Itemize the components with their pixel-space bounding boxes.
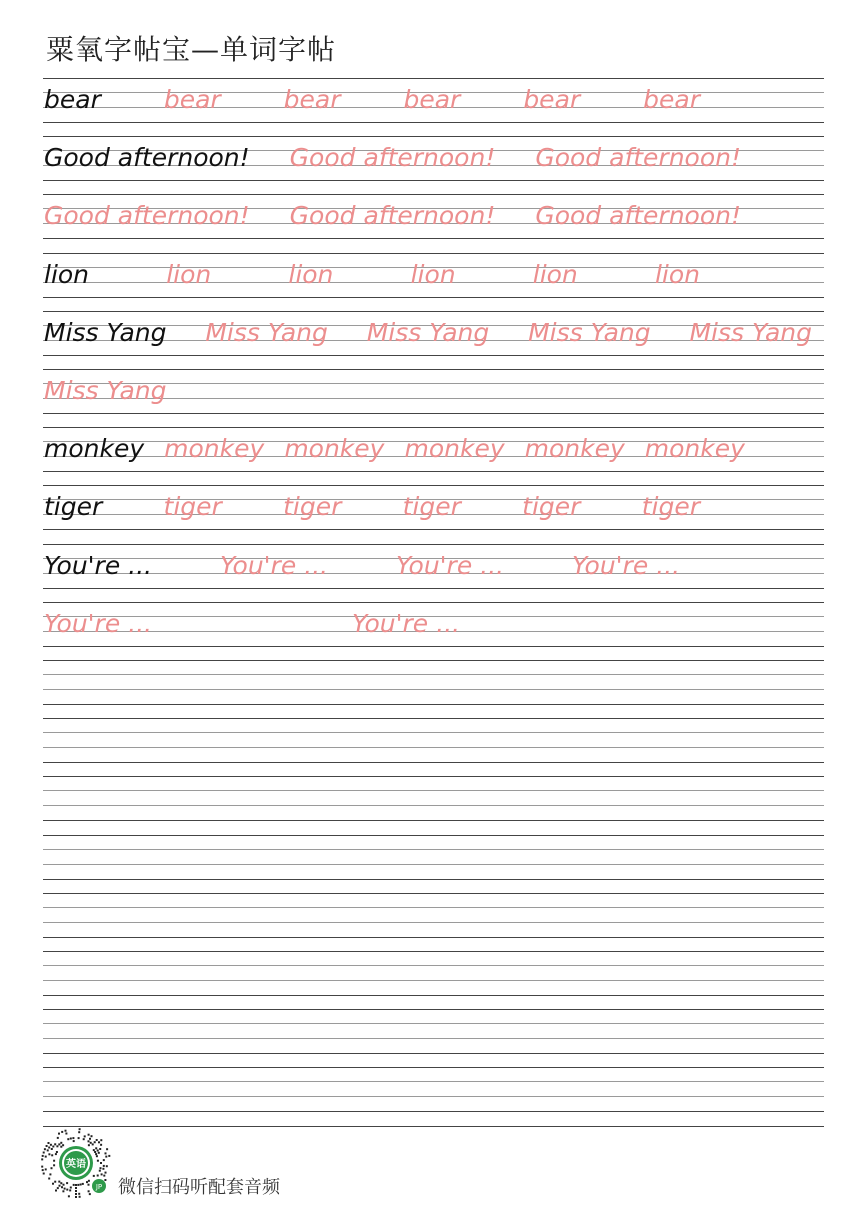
guide-line [43, 1023, 824, 1024]
guide-line [43, 78, 824, 79]
trace-word: Good afternoon! [44, 201, 250, 231]
trace-word: lion [166, 259, 212, 289]
guide-line [43, 355, 824, 356]
trace-word: You're ... [572, 550, 680, 580]
model-word: bear [44, 85, 101, 114]
guide-line [43, 907, 824, 908]
trace-word: Good afternoon! [535, 201, 742, 231]
qr-corner-label: JP [95, 1183, 103, 1191]
guide-line [43, 689, 824, 690]
trace-word: Good afternoon! [289, 143, 496, 173]
guide-line [43, 732, 824, 733]
guide-line [43, 1053, 824, 1054]
model-word: monkey [44, 434, 145, 464]
page-title: 粟氧字帖宝—单词字帖 [46, 33, 337, 66]
trace-word: You're ... [44, 608, 152, 638]
guide-line [43, 879, 824, 880]
model-word: Miss Yang [44, 317, 167, 347]
trace-word: tiger [163, 492, 222, 522]
trace-word: Good afternoon! [289, 201, 496, 231]
guide-line [43, 965, 824, 966]
guide-line [43, 820, 824, 821]
model-word: Good afternoon! [44, 143, 250, 173]
guide-line [43, 194, 824, 195]
guide-line [43, 1009, 824, 1010]
guide-line [43, 427, 824, 428]
guide-line [43, 951, 824, 952]
trace-word: monkey [404, 434, 505, 464]
trace-word: lion [654, 259, 700, 289]
trace-word: monkey [644, 434, 745, 464]
trace-word: bear [523, 85, 581, 114]
guide-line [43, 660, 824, 661]
guide-line [43, 674, 824, 675]
guide-line [43, 864, 824, 865]
qr-caption: 微信扫码听配套音频 [118, 1177, 280, 1198]
trace-word: bear [283, 85, 341, 114]
guide-line [43, 747, 824, 748]
trace-word: Miss Yang [528, 317, 651, 347]
guide-line [43, 297, 824, 298]
trace-word: tiger [522, 492, 581, 522]
guide-line [43, 893, 824, 894]
trace-word: You're ... [396, 550, 504, 580]
guide-line [43, 1038, 824, 1039]
qr-code-icon[interactable] [40, 1127, 112, 1199]
guide-line [43, 1096, 824, 1097]
guide-line [43, 413, 824, 414]
guide-line [43, 937, 824, 938]
trace-word: lion [410, 259, 456, 289]
guide-line [43, 136, 824, 137]
trace-word: Miss Yang [366, 317, 490, 347]
guide-line [43, 1081, 824, 1082]
guide-line [43, 588, 824, 589]
model-word: tiger [44, 492, 103, 522]
guide-line [43, 602, 824, 603]
guide-line [43, 762, 824, 763]
guide-line [43, 485, 824, 486]
trace-word: tiger [402, 492, 461, 522]
trace-word: tiger [641, 492, 700, 522]
trace-word: bear [163, 85, 221, 114]
guide-line [43, 646, 824, 647]
guide-line [43, 253, 824, 254]
trace-word: monkey [524, 434, 625, 464]
trace-word: lion [532, 259, 578, 289]
trace-word: You're ... [351, 608, 460, 638]
guide-line [43, 922, 824, 923]
trace-word: Good afternoon! [535, 143, 742, 173]
guide-line [43, 238, 824, 239]
trace-word: Miss Yang [689, 317, 812, 347]
guide-line [43, 980, 824, 981]
guide-line [43, 805, 824, 806]
trace-word: lion [288, 259, 334, 289]
model-word: lion [44, 259, 90, 289]
trace-word: Miss Yang [205, 317, 328, 347]
guide-line [43, 544, 824, 545]
guide-line [43, 995, 824, 996]
model-word: You're ... [44, 550, 152, 580]
guide-line [43, 835, 824, 836]
guide-line [43, 471, 824, 472]
guide-line [43, 776, 824, 777]
trace-word: Miss Yang [44, 376, 167, 405]
guide-line [43, 122, 824, 123]
guide-line [43, 1111, 824, 1112]
guide-line [43, 704, 824, 705]
trace-word: monkey [164, 434, 265, 464]
qr-badge-label: 英语 [66, 1159, 86, 1170]
guide-line [43, 790, 824, 791]
guide-line [43, 369, 824, 370]
guide-line [43, 1067, 824, 1068]
guide-line [43, 849, 824, 850]
trace-word: You're ... [220, 550, 328, 580]
guide-line [43, 718, 824, 719]
trace-word: bear [643, 85, 700, 114]
guide-line [43, 529, 824, 530]
guide-line [43, 180, 824, 181]
trace-word: bear [403, 85, 461, 114]
guide-line [43, 311, 824, 312]
trace-word: monkey [284, 434, 385, 464]
trace-word: tiger [283, 492, 342, 522]
footer [40, 1127, 340, 1202]
